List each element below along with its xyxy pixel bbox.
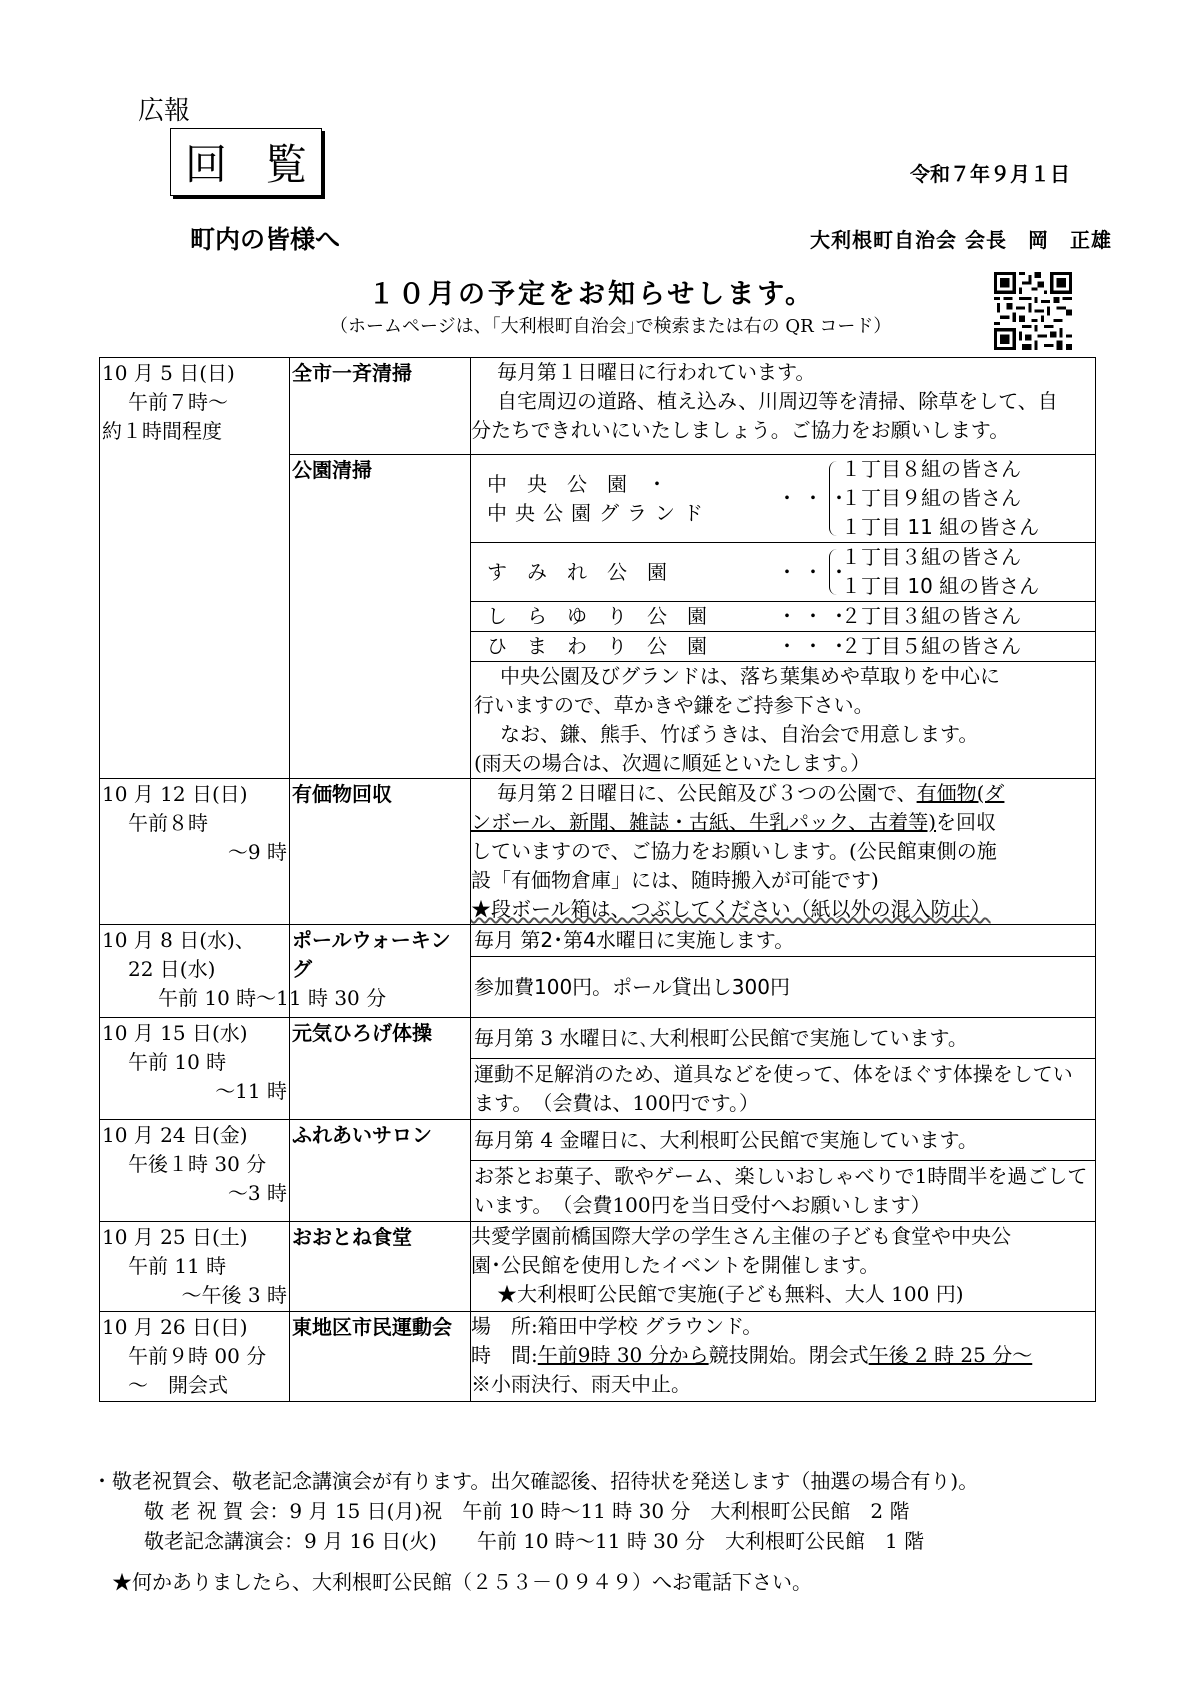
desc-line: 設「有価物倉庫」には、随時搬入が可能です): [471, 868, 879, 892]
time-text: ～ 開会式: [128, 1373, 228, 1397]
date-cell: [100, 1312, 290, 1402]
time-text: 午前９時 00 分: [128, 1344, 267, 1368]
dots: ・・・: [777, 486, 855, 510]
time-text: ～11 時: [215, 1079, 287, 1103]
date-text: 10 月 25 日(土): [102, 1225, 248, 1249]
sender: 大利根町自治会 会長 岡 正雄: [810, 228, 1112, 252]
desc-part: 毎月 第2･第4水曜日に実施します。: [471, 925, 1095, 957]
table-row: [100, 1120, 1096, 1222]
desc-line: していますので、ご協力をお願いします。(公民館東側の施: [471, 839, 997, 863]
dots: ・・・: [777, 604, 855, 628]
group-line: ２丁目３組の皆さん: [841, 604, 1021, 628]
event-title: 公園清掃: [290, 455, 471, 779]
subline: （ホームページは、｢大利根町自治会｣で検索または右の QR コード）: [330, 316, 892, 337]
desc-text: を回収: [936, 810, 997, 834]
park-notes: [471, 662, 1095, 778]
park-row: [471, 543, 1095, 602]
park-groups: [829, 632, 1095, 661]
desc-underline: 有価物(ダ: [916, 781, 1005, 805]
date-text: 10 月 12 日(日): [102, 782, 248, 806]
table-row: [100, 1312, 1096, 1402]
qr-code-icon[interactable]: [994, 272, 1072, 350]
issue-date: 令和７年９月１日: [910, 162, 1070, 186]
park-name: [471, 470, 777, 528]
park-groups: [829, 543, 1095, 601]
note-line: 敬老記念講演会：9 月 16 日(火) 午前 10 時～11 時 30 分 大利根町公民館 1 階: [144, 1529, 925, 1553]
time-text: 午前 11 時: [128, 1254, 227, 1278]
event-title: おおとね食堂: [290, 1222, 471, 1312]
group-line: １丁目 11 組の皆さん: [841, 515, 1040, 539]
dots: ・・・: [777, 559, 855, 584]
time-text: ～午後 3 時: [181, 1283, 287, 1307]
place-line: 場 所:箱田中学校 グラウンド。: [471, 1314, 763, 1338]
desc-line: 分たちできれいにいたしましょう。ご協力をお願いします。: [471, 418, 1010, 442]
note-line: 中央公園及びグランドは、落ち葉集めや草取りを中心に: [500, 664, 1000, 688]
park-row: [471, 632, 1095, 662]
note-line: なお、鎌、熊手、竹ぼうきは、自治会で用意します。: [500, 722, 979, 746]
table-row: [100, 1222, 1096, 1312]
desc-line: 毎月第１日曜日に行われています。: [497, 360, 816, 384]
group-line: １丁目９組の皆さん: [841, 486, 1021, 510]
date-cell: [100, 1120, 290, 1222]
park-groups: [829, 455, 1095, 542]
desc-text: 時 間:: [471, 1343, 538, 1367]
time-text: 午前７時～: [128, 390, 228, 414]
desc-part: 毎月第 3 水曜日に､大利根町公民館で実施しています。: [471, 1018, 1095, 1059]
note-line: 敬 老 祝 賀 会：9 月 15 日(月)祝 午前 10 時～11 時 30 分 大利根町公民館 2 階: [144, 1499, 910, 1523]
event-description: [471, 1312, 1096, 1402]
desc-line: ★段ボール箱は、つぶしてください（紙以外の混入防止）: [471, 897, 991, 921]
date-text: 22 日(水): [128, 957, 216, 981]
event-title: 元気ひろげ体操: [290, 1018, 471, 1120]
note-line: ・敬老祝賀会、敬老記念講演会が有ります。出欠確認後、招待状を発送します（抽選の場合有り)。: [92, 1469, 979, 1493]
notes-section: [92, 1466, 978, 1556]
desc-text: 毎月第２日曜日に、公民館及び３つの公園で、: [497, 781, 917, 805]
note-line: (雨天の場合は、次週に順延といたします。）: [474, 751, 871, 775]
kohou-label: 広報: [138, 96, 191, 126]
desc-underline: 午後 2 時 25 分～: [868, 1343, 1033, 1367]
table-row: [100, 779, 1096, 925]
brace: [829, 461, 838, 536]
kairan-title: 回覧: [184, 140, 345, 189]
group-line: １丁目 10 組の皆さん: [841, 574, 1040, 598]
date-cell: [100, 1018, 290, 1120]
desc-line: [471, 808, 1095, 837]
date-text: 10 月 5 日(日): [102, 361, 235, 385]
time-text: 午後１時 30 分: [128, 1152, 267, 1176]
event-title: 有価物回収: [290, 779, 471, 925]
desc-underline: 午前9時 30 分から: [537, 1343, 709, 1367]
group-line: ２丁目５組の皆さん: [841, 634, 1021, 658]
desc-part: お茶とお菓子、歌やゲーム、楽しいおしゃべりで1時間半を過ごしています。 （会費100円を当日受付へお願いします）: [474, 1164, 1088, 1217]
park-name: すみれ公園: [487, 559, 687, 584]
time-text: ～9 時: [227, 840, 287, 864]
park-name: ひまわり公園: [487, 634, 727, 658]
desc-text: 競技開始。閉会式: [708, 1343, 869, 1367]
brace: [829, 549, 838, 595]
time-text: 約１時間程度: [102, 419, 222, 443]
group-line: １丁目８組の皆さん: [841, 457, 1021, 481]
desc-part: 運動不足解消のため、道具などを使って、体をほぐす体操をしています。 （会費は、100円です。）: [474, 1062, 1073, 1115]
date-text: 10 月 24 日(金): [102, 1123, 248, 1147]
desc-line: 園･公民館を使用したイベントを開催します。: [471, 1253, 880, 1277]
date-cell: [100, 779, 290, 925]
desc-line: [471, 779, 1095, 808]
park-name-line: 中央公園・: [487, 471, 687, 496]
rain-line: ※小雨決行、雨天中止。: [471, 1372, 691, 1396]
event-title: 全市一斉清掃: [290, 358, 471, 455]
schedule-table: [99, 357, 1096, 1402]
date-text: 10 月 8 日(水)、: [102, 928, 255, 952]
event-description: [471, 1018, 1096, 1120]
time-text: ～3 時: [227, 1181, 287, 1205]
headline: １０月の予定をお知らせします。: [368, 279, 816, 310]
park-row: [471, 455, 1095, 543]
date-cell: [100, 1222, 290, 1312]
date-cell: [100, 358, 290, 779]
event-description: [471, 779, 1096, 925]
table-row: [100, 358, 1096, 455]
table-row: [100, 1018, 1096, 1120]
park-schedule: [471, 455, 1096, 779]
desc-underline: ンボール、新聞、雑誌・古紙、牛乳パック、古着等): [471, 810, 937, 834]
group-line: １丁目３組の皆さん: [841, 545, 1021, 569]
time-text: 午前 10 時: [128, 1050, 227, 1074]
desc-part: 参加費100円。ポール貸出し300円: [474, 975, 790, 999]
table-row: [100, 925, 1096, 1018]
addressee: 町内の皆様へ: [190, 225, 341, 254]
event-description: [471, 1222, 1096, 1312]
desc-line: 自宅周辺の道路、植え込み、川周辺等を清掃、除草をして、自: [497, 389, 1058, 413]
park-groups: [829, 602, 1095, 631]
time-text: 午前８時: [128, 811, 208, 835]
park-row: [471, 602, 1095, 632]
park-name-line: 中央公園グランド: [487, 500, 711, 525]
event-title: ふれあいサロン: [290, 1120, 471, 1222]
note-line: 行いますので、草かきや鎌をご持参下さい。: [474, 693, 874, 717]
event-description: [471, 925, 1096, 1018]
event-title: ポールウォーキング: [290, 925, 471, 1018]
kairan-title-box: [170, 128, 345, 196]
event-description: [471, 358, 1096, 455]
event-description: [471, 1120, 1096, 1222]
desc-line: 共愛学園前橋国際大学の学生さん主催の子ども食堂や中央公: [471, 1224, 1011, 1248]
dots: ・・・: [777, 634, 855, 658]
park-name: しらゆり公園: [487, 604, 727, 628]
footer-contact: ★何かありましたら、大利根町公民館（２５３－０９４９）へお電話下さい。: [112, 1570, 812, 1594]
desc-line: ★大利根町公民館で実施(子ども無料、大人 100 円): [497, 1282, 964, 1306]
date-text: 10 月 15 日(水): [102, 1021, 248, 1045]
time-text: 午前 10 時～11 時 30 分: [158, 986, 387, 1010]
date-text: 10 月 26 日(日): [102, 1315, 248, 1339]
desc-part: 毎月第 4 金曜日に、大利根町公民館で実施しています。: [471, 1120, 1095, 1161]
time-line: [471, 1341, 1095, 1370]
event-title: 東地区市民運動会: [290, 1312, 471, 1402]
